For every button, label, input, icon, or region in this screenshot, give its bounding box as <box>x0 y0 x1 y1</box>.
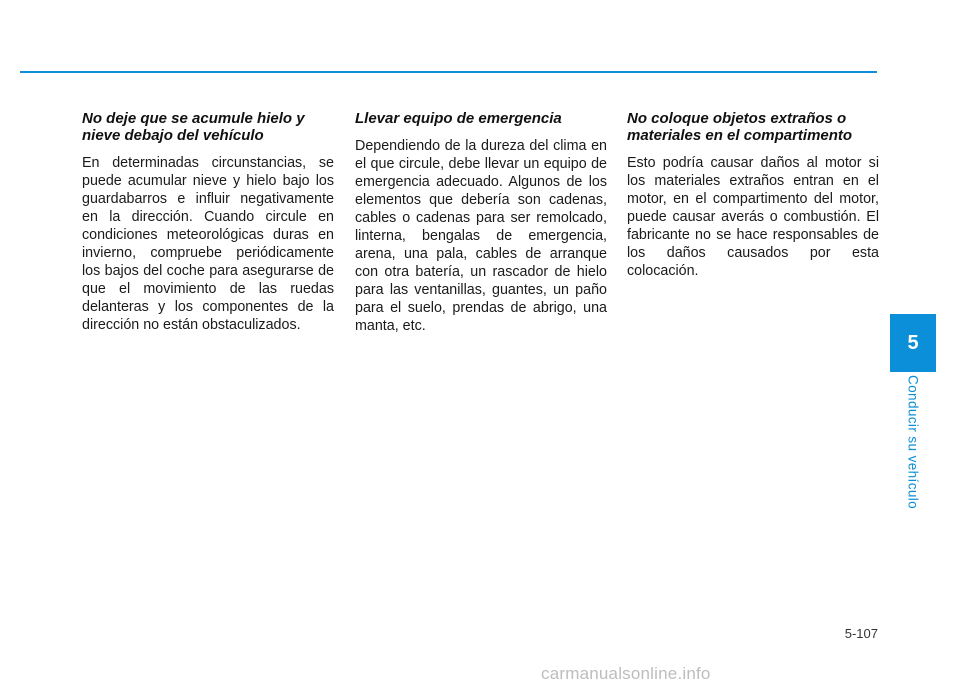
section-heading: Llevar equipo de emergencia <box>355 110 562 127</box>
page-number: 5-107 <box>844 626 878 641</box>
section-heading: No coloque objetos extraños o materiales en el compartimento <box>627 110 853 144</box>
section-ice-snow <box>82 110 334 334</box>
section-body: Dependiendo de la dureza del clima en el que circule, debe llevar un equipo de emergencia adecuado. Algunos de los elementos que debería son cadenas, cables o cadenas para ser remolcado, linterna, bengalas de emergencia, arena, una pala, cables de arranque con otra batería, un rascador de hielo para las ventanillas, guantes, un paño para el suelo, prendas de abrigo, una manta, etc. <box>355 138 607 334</box>
chapter-number: 5 <box>907 331 919 354</box>
section-body: En determinadas circunstancias, se puede acumular nieve y hielo bajo los guardabarros e influir negativamente en la dirección. Cuando circule en condiciones meteorológicas duras en invierno, compruebe periódicamente los bajos del coche para asegurarse de que el movimiento de las ruedas delanteras y los componentes de la dirección no están obstaculizados. <box>82 155 334 333</box>
chapter-title-sidebar <box>888 375 938 555</box>
chapter-title: Conducir su vehículo <box>905 375 921 510</box>
section-emergency-equipment <box>355 110 607 335</box>
section-body: Esto podría causar daños al motor si los materiales extraños entran en el motor, en el compartimento del motor, puede causar averás o combustión. El fabricante no se hace responsables de los daños causados por esta colocación. <box>627 155 879 279</box>
section-foreign-objects <box>627 110 879 280</box>
section-heading: No deje que se acumule hielo y nieve debajo del vehículo <box>82 110 305 144</box>
header-rule <box>20 71 877 73</box>
watermark: carmanualsonline.info <box>541 664 711 683</box>
chapter-number-tab <box>890 314 936 372</box>
